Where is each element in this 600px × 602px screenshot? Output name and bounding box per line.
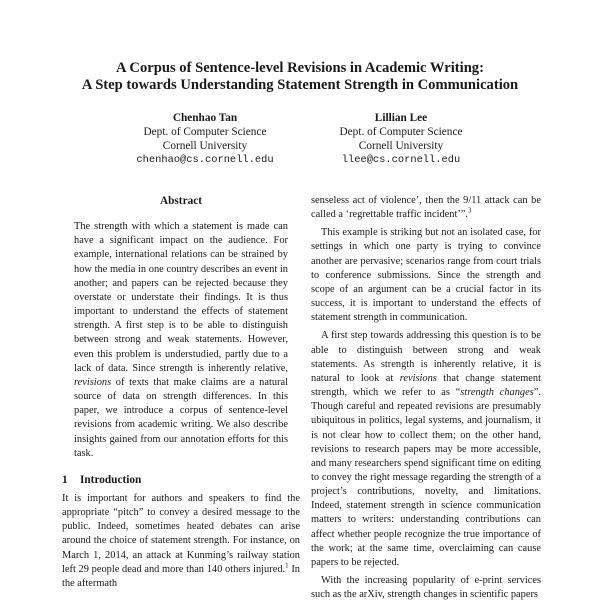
intro-paragraph: [62, 492, 300, 591]
footnote-marker[interactable]: 1: [285, 561, 289, 570]
author-email[interactable]: llee@cs.cornell.edu: [341, 154, 461, 166]
right-text-part: that change statement strength, which we refer to as “: [311, 372, 541, 399]
abstract-heading: Abstract: [159, 195, 203, 207]
intro-text: It is important for authors and speakers to find the appropriate “pitch” to convey a desired message to the public. Indeed, sometimes heated debates can arise around the choice of statement strength. For instance, on March 1, 2014, an attack at Kunming’s railway station left 29 people dead and more than 140 others injured.: [62, 492, 300, 575]
right-column: [311, 194, 541, 602]
section-number: 1: [62, 473, 68, 486]
title-line-2: A Step towards Understanding Statement Strength in Communication: [81, 77, 519, 93]
author-name: Chenhao Tan: [172, 112, 238, 124]
right-continued-paragraph: [311, 194, 541, 222]
abstract-text-part: The strength with which a statement is made can have a significant impact on the audience. For example, international relations can be strained by how the media in one country describes an event in another; and papers can be rejected because they overstate or understate their findings. It is thus important to understand the effects of statement strength. A first step is to be able to distinguish between strong and weak statements. However, even this problem is understudied, partly due to a lack of data. Since strength is inherently relative,: [74, 221, 288, 374]
author-dept: Dept. of Computer Science: [143, 126, 267, 138]
author-email[interactable]: chenhao@cs.cornell.edu: [136, 154, 274, 166]
right-paragraph-2: [311, 329, 541, 570]
author-dept: Dept. of Computer Science: [339, 126, 463, 138]
right-paragraph-1: This example is striking but not an isolated case, for settings in which one party is trying to convince another are pervasive; scenarios range from court trials to conference submissions. Since the strength and scope of an argument can be a crucial factor in its success, it is important to understand the effects of statement strength in communication.: [311, 227, 541, 324]
abstract-paragraph: [62, 220, 300, 461]
right-text-part: ”. Though careful and repeated revisions are presumably ubiquitous in politics, legal systems, and journalism, it is not clear how to collect them; on the other hand, revisions to research papers may be more accessible, and many researchers spend significant time on editing to convey the right message regarding the strength of a project’s contributions, novelty, and limitations. Indeed, statement strength in science communication matters to writers: understanding contributions can affect whether people recognize the true importance of the work; at the same time, overclaiming can cause papers to be rejected.: [311, 387, 541, 568]
right-emphasis: strength changes: [460, 387, 534, 399]
footnote-marker[interactable]: 3: [468, 206, 472, 215]
author-university: Cornell University: [358, 140, 444, 152]
right-top-text: senseless act of violence’, then the 9/11 attack can be called a ‘regrettable traffic incident’”.: [311, 195, 541, 221]
author-university: Cornell University: [162, 140, 248, 152]
right-paragraph-3: With the increasing popularity of e-print services such as the arXiv, strength changes in scientific papers: [311, 575, 541, 601]
abstract-text-part: of texts that make claims are a natural source of data on strength differences. In this paper, we introduce a corpus of sentence-level revisions from academic writing. We also describe insights gained from our annotation efforts for this task.: [74, 376, 288, 459]
author-name: Lillian Lee: [374, 112, 428, 124]
title-line-1: A Corpus of Sentence-level Revisions in Academic Writing:: [116, 60, 484, 76]
paper-title: [0, 60, 600, 94]
intro-text-tail: In the aftermath: [62, 563, 300, 589]
left-column: [62, 194, 300, 591]
section-heading: [62, 473, 300, 487]
author-block-1: [95, 111, 315, 167]
author-block-2: [291, 111, 511, 167]
right-emphasis: revisions: [399, 372, 437, 384]
right-text-part: A first step towards addressing this question is to be able to distinguish between strong and weak statements. As strength is inherently relative, it is natural to look at: [311, 330, 541, 384]
section-title: Introduction: [80, 473, 142, 486]
abstract-emphasis: revisions: [74, 376, 112, 388]
